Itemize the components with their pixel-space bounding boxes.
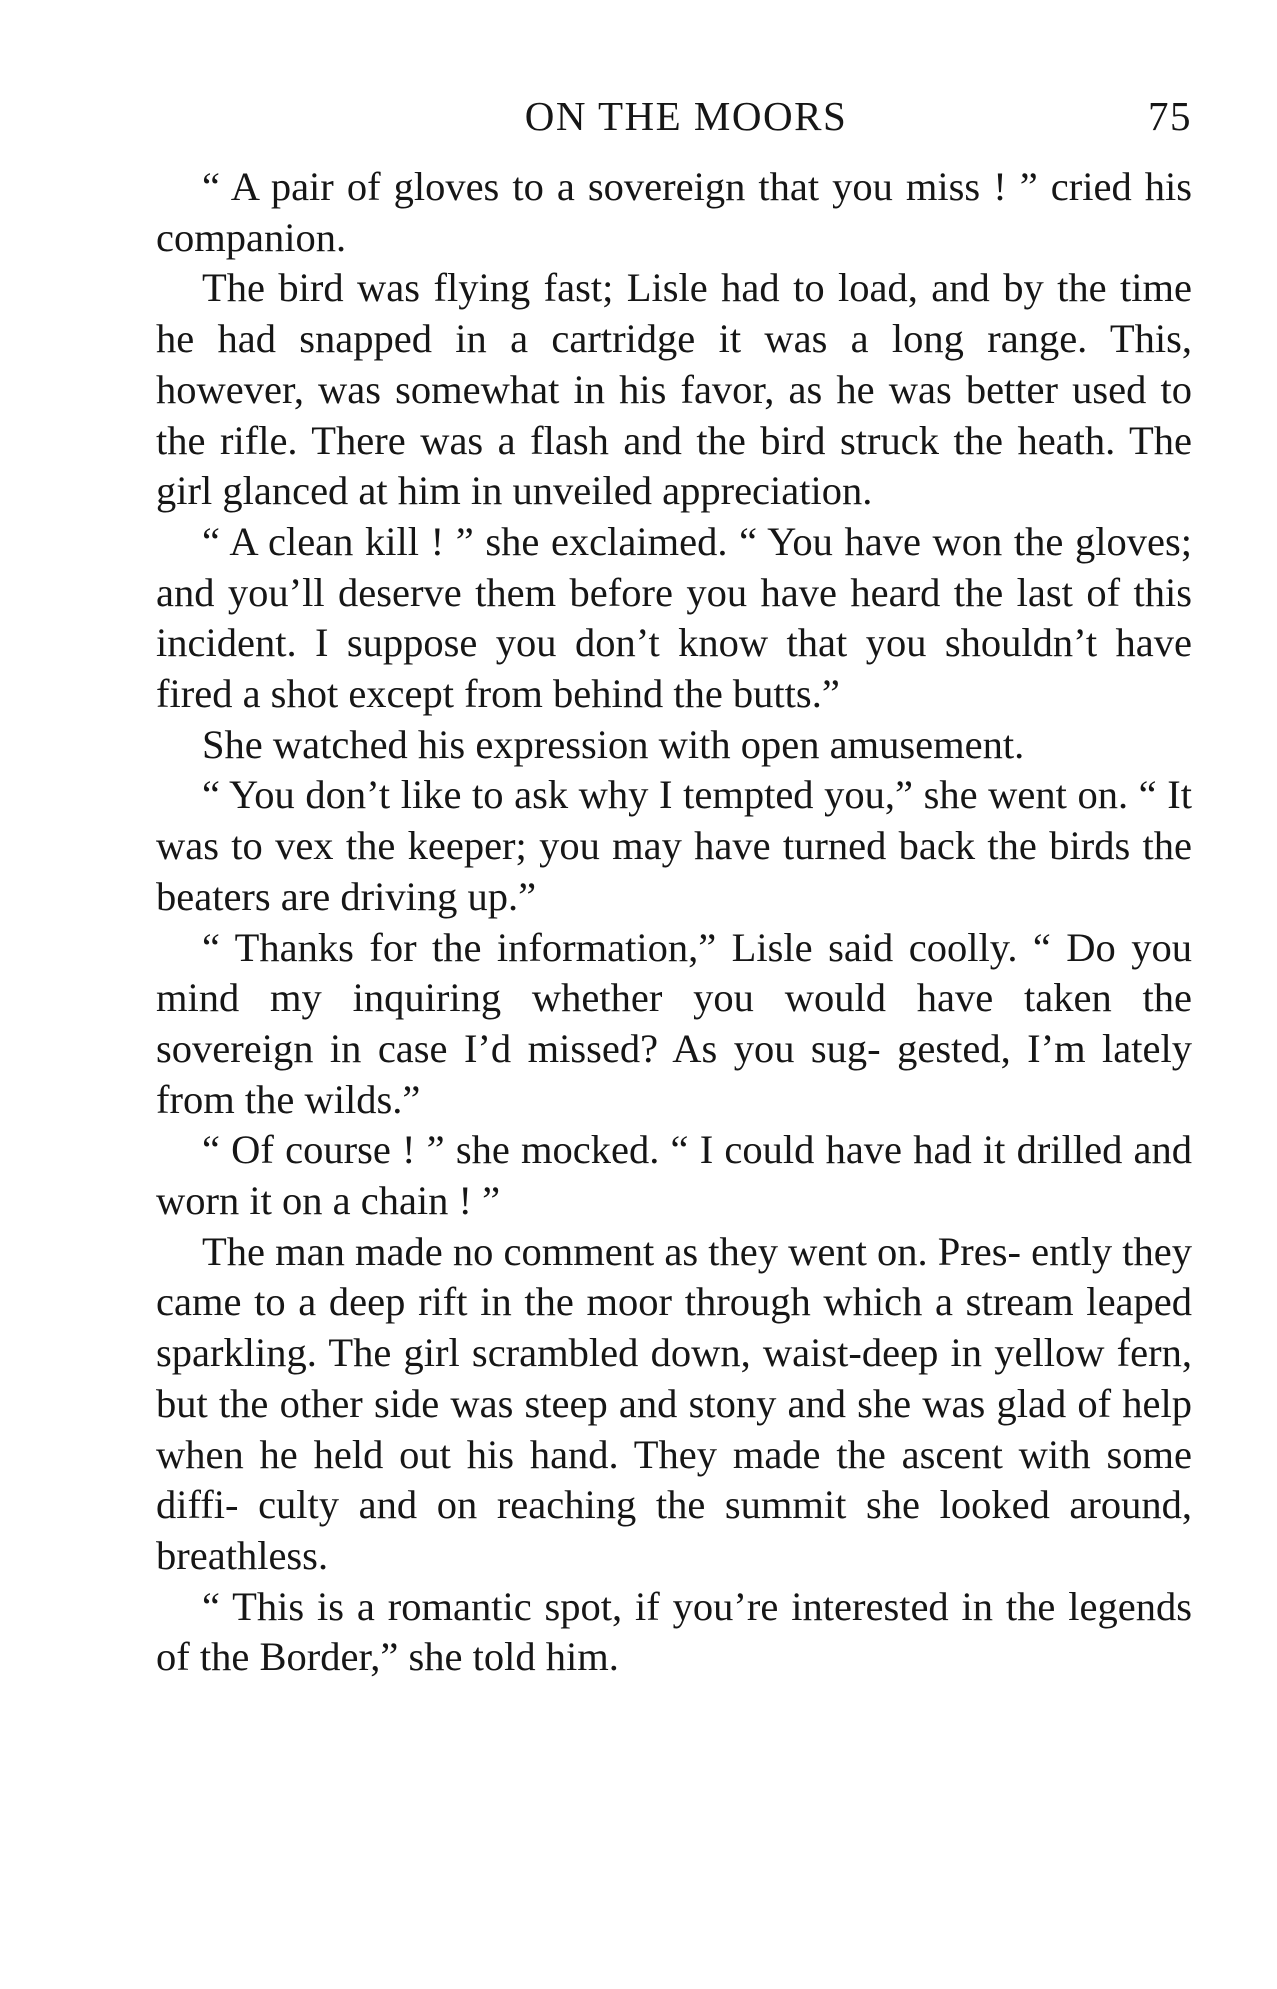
paragraph: “ You don’t like to ask why I tempted you,” she went on. “ It was to vex the keeper; you may have turned back the birds the beaters are driving up.” <box>156 772 1192 919</box>
paragraph: The man made no comment as they went on. Pres- ently they came to a deep rift in the moor through which a stream leaped sparkling. The girl scrambled down, waist-deep in yellow fern, but the other side was steep and stony and she was glad of help when he held out his hand. They made the ascent with some diffi- culty and on reaching the summit she looked around, breathless. <box>156 1228 1192 1578</box>
paragraph: “ Thanks for the information,” Lisle said coolly. “ Do you mind my inquiring whether you would have taken the sovereign in case I’d missed? As you sug- gested, I’m lately from the wilds.” <box>156 924 1192 1122</box>
running-head: ON THE MOORS <box>524 93 848 139</box>
page-number: 75 <box>1148 93 1192 139</box>
page-header <box>156 92 1192 152</box>
paragraph: “ A pair of gloves to a sovereign that you miss ! ” cried his companion. <box>156 164 1192 260</box>
paragraph: The bird was flying fast; Lisle had to load, and by the time he had snapped in a cartridge it was a long range. This, however, was somewhat in his favor, as he was better used to the rifle. There was a flash and the bird struck the heath. The girl glanced at him in unveiled appreciation. <box>156 265 1192 514</box>
paragraph: “ A clean kill ! ” she exclaimed. “ You have won the gloves; and you’ll deserve them before you have heard the last of this incident. I suppose you don’t know that you shouldn’t have fired a shot except from behind the butts.” <box>156 518 1192 717</box>
paragraph: “ This is a romantic spot, if you’re interested in the legends of the Border,” she told him. <box>156 1583 1192 1680</box>
body-text <box>156 162 1192 1683</box>
paragraph: “ Of course ! ” she mocked. “ I could have had it drilled and worn it on a chain ! ” <box>156 1127 1192 1224</box>
paragraph: She watched his expression with open amusement. <box>202 721 1025 767</box>
book-page <box>156 92 1192 1683</box>
